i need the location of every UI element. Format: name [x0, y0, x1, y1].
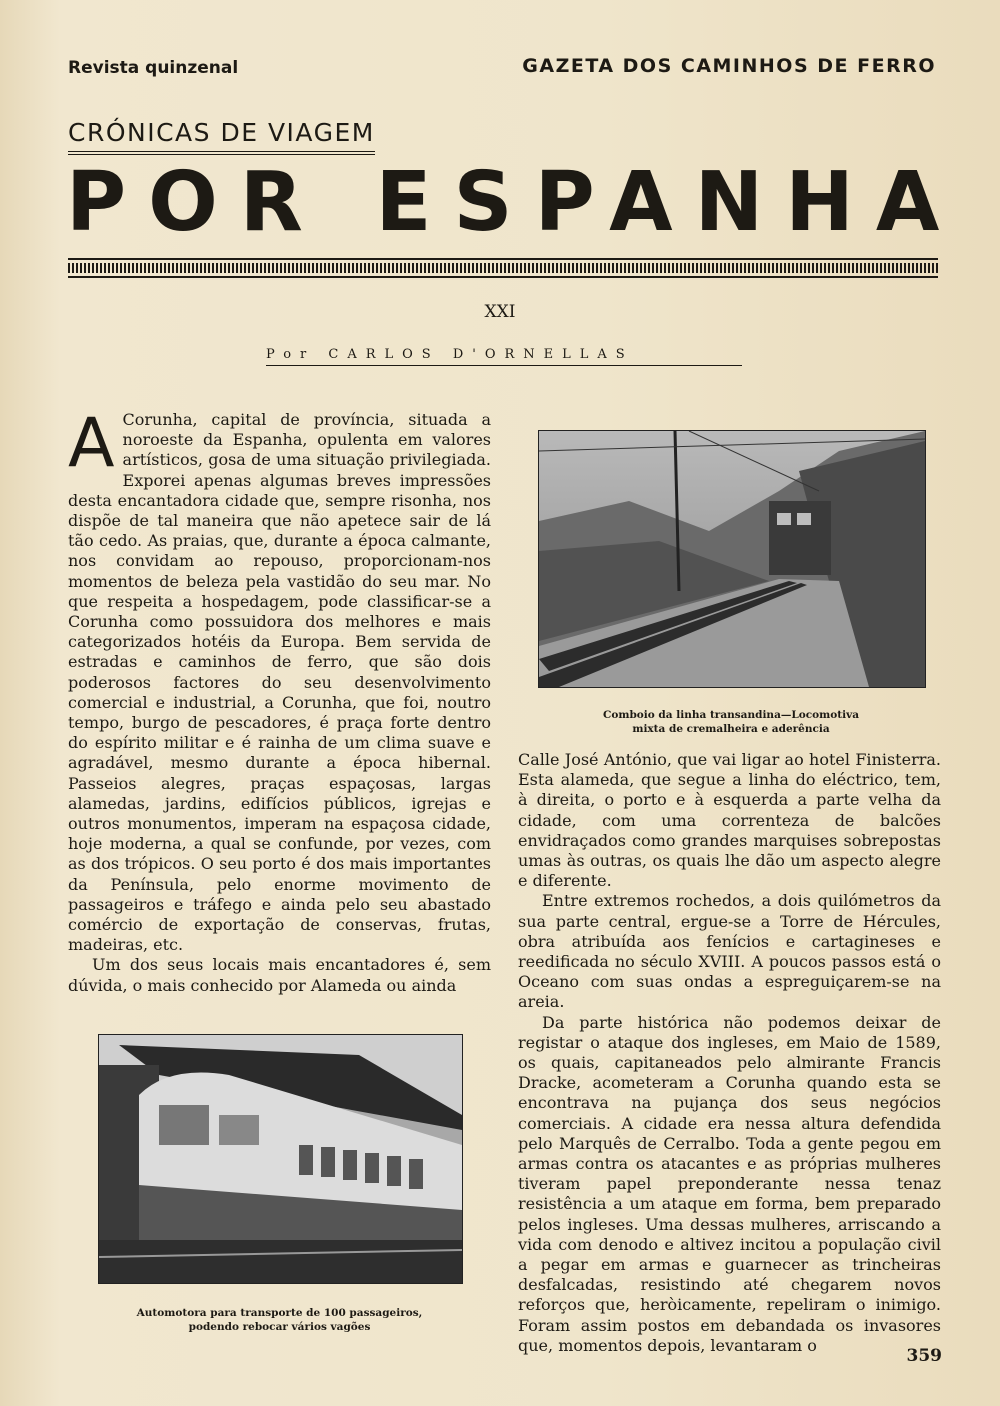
paragraph: A Corunha, capital de província, situada a noroeste da Espanha, opulenta em valores artísticos, gosa de uma situação privilegiada. Exporei apenas algumas breves impressões desta encantadora cidade que, sempre risonha, nos dispõe de tal maneira que não apetece sair de lá tão cedo. As praias, que, durante a época calmante, nos convidam ao repouso, proporcionam-nos momentos de beleza pela vastidão do seu mar. No que respeita a hospedagem, pode classificar-se a Corunha como possuidora dos melhores e mais categorizados hotéis da Europa. Bem servida de estradas e caminhos de ferro, que são dois poderosos factores do seu desenvolvimento comercial e industrial, a Corunha, que foi, noutro tempo, burgo de pescadores, é praça forte dentro do espírito militar e é rainha de um clima suave e agradável, mesmo durante a época hibernal. Passeios alegres, praças espaçosas, largas alamedas, jardins, edifícios públicos, igrejas e outros monumentos, imperam na espaçosa cidade, hoje moderna, a qual se confunde, por vezes, com as dos trópicos. O seu porto é dos mais importantes da Península, pelo enorme movimento de passageiros e tráfego e ainda pelo seu abastado comércio de exportação de conservas, frutas, madeiras, etc.: [68, 404, 491, 955]
train-photo-illustration: [539, 431, 925, 687]
chapter-numeral: XXI: [484, 302, 516, 322]
top-photo-caption: Comboio da linha transandina—Locomotiva mixta de cremalheira e aderência: [602, 709, 860, 735]
paragraph: Calle José António, que vai ligar ao hotel Finisterra. Esta alameda, que segue a linha do eléctrico, tem, à direita, o porto e à esquerda a parte velha da cidade, com uma correnteza de balcões envidraçados como grandes marquises sobrepostas umas às outras, os quais lhe dão um aspecto alegre e diferente.: [518, 750, 941, 891]
photo-railcar: [98, 1034, 463, 1284]
drop-cap: A: [68, 404, 115, 483]
page-number: 359: [906, 1346, 942, 1366]
railcar-photo-illustration: [99, 1035, 462, 1283]
article-title: POR ESPANHA: [66, 155, 962, 250]
section-heading: CRÓNICAS DE VIAGEM: [68, 118, 375, 155]
paragraph: Entre extremos rochedos, a dois quilómetros da sua parte central, ergue-se a Torre de Hércules, obra atribuída aos fenícios e cartagineses e reedificada no século XVIII. A poucos passos está o Oceano com suas ondas a espreguiçarem-se na areia.: [518, 891, 941, 1012]
title-rule: [68, 258, 938, 278]
bottom-photo-caption: Automotora para transporte de 100 passageiros, podendo rebocar vários vagões: [136, 1307, 423, 1333]
paragraph: Um dos seus locais mais encantadores é, sem dúvida, o mais conhecido por Alameda ou ainda: [68, 955, 491, 995]
right-column: [518, 750, 941, 1356]
left-column: [68, 404, 491, 996]
photo-transandine-train: [538, 430, 926, 688]
paragraph: Da parte histórica não podemos deixar de registar o ataque dos ingleses, em Maio de 1589, os quais, capitaneados pelo almirante Francis Dracke, acometeram a Corunha quando esta se encontrava na pujança dos seus negócios comerciais. A cidade era nessa altura defendida pelo Marquês de Cerralbo. Toda a gente pegou em armas contra os atacantes e as próprias mulheres tiveram papel preponderante nessa tenaz resistência a um ataque em forma, bem preparado pelos ingleses. Uma dessas mulheres, arriscando a vida com denodo e altivez incitou a população civil a pegar em armas e guarnecer as trincheiras desfalcadas, resistindo até chegarem novos reforços que, heròicamente, repeliram o inimigo. Foram assim postos em debandada os invasores que, momentos depois, levantaram o: [518, 1012, 941, 1355]
byline: Por CARLOS D'ORNELLAS: [266, 347, 742, 366]
header-right: GAZETA DOS CAMINHOS DE FERRO: [522, 55, 936, 77]
header-left: Revista quinzenal: [68, 58, 239, 78]
